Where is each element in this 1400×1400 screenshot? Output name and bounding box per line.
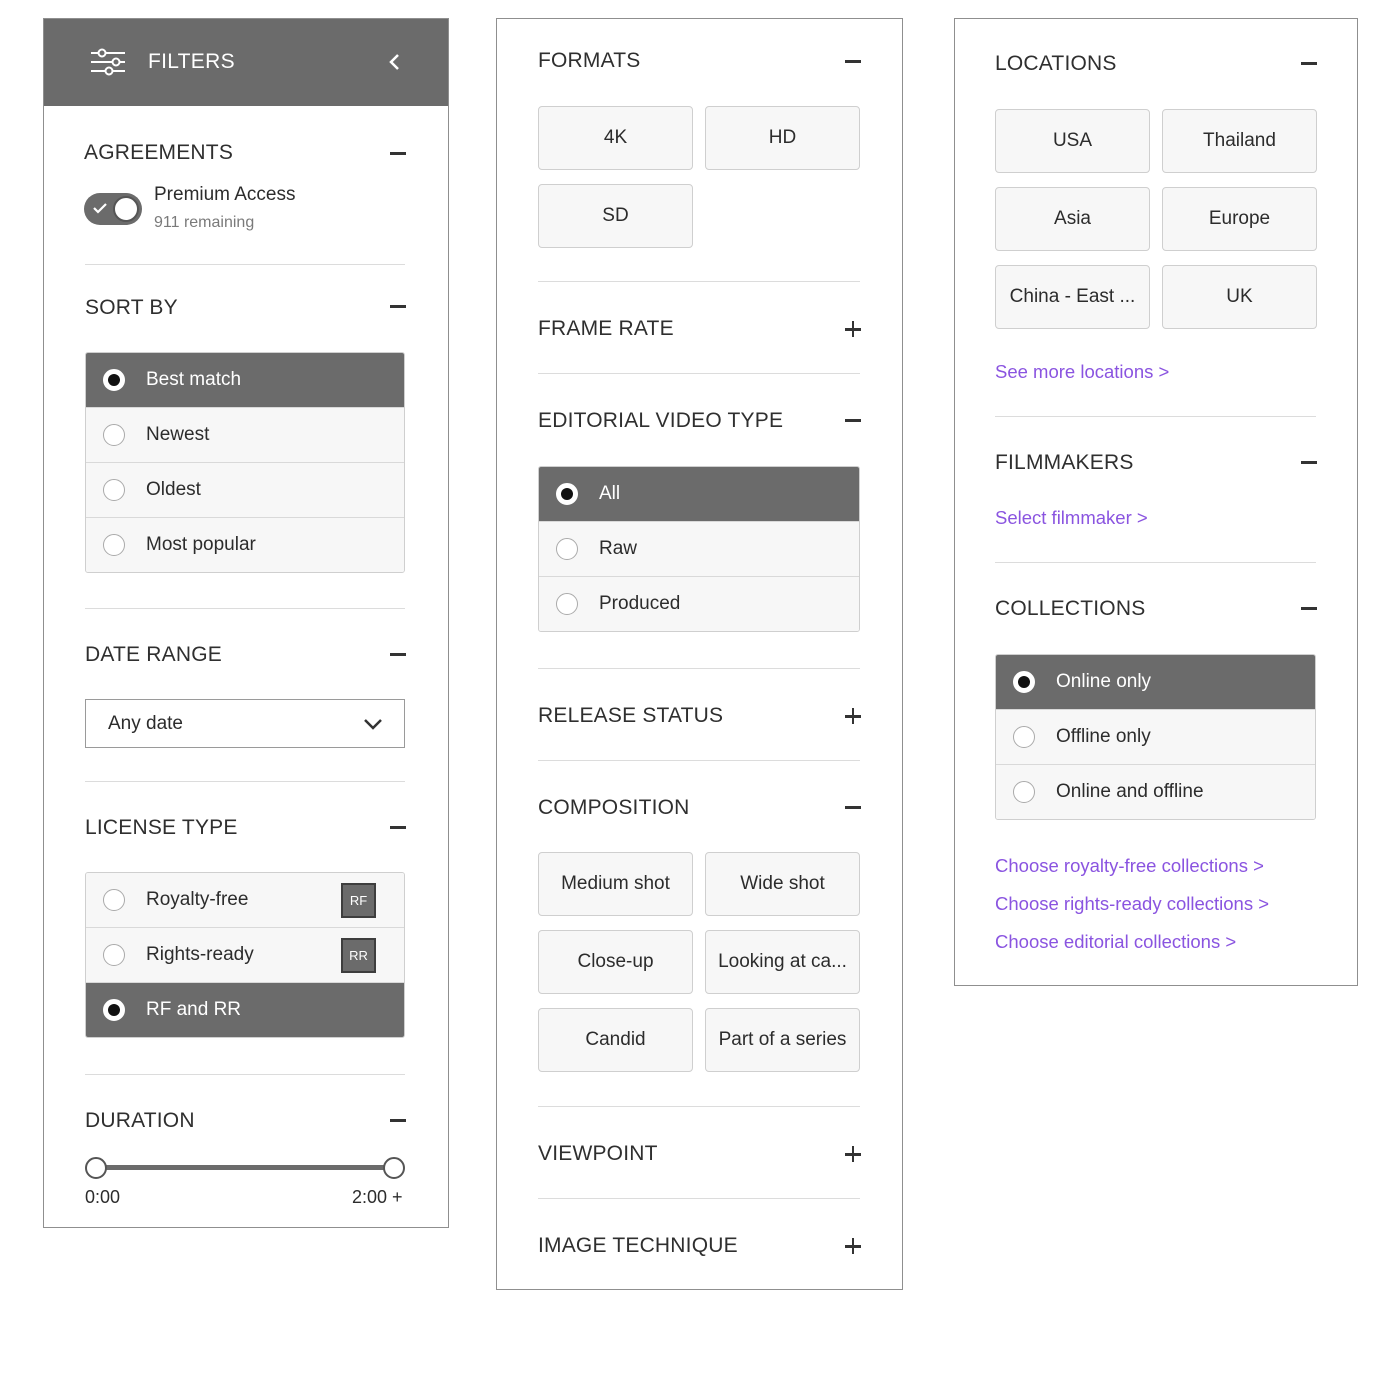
duration-min-handle[interactable] — [85, 1157, 107, 1179]
section-title-formats: FORMATS — [538, 49, 641, 72]
divider — [538, 1198, 860, 1199]
checkmark-icon — [92, 201, 108, 215]
collection-option-label: Online and offline — [1056, 781, 1204, 802]
section-title-release-status: RELEASE STATUS — [538, 704, 724, 727]
rr-badge: RR — [341, 938, 376, 973]
license-option-rights-ready[interactable] — [86, 928, 404, 983]
premium-access-toggle[interactable] — [84, 193, 142, 225]
collapse-duration-button[interactable] — [389, 1111, 407, 1129]
divider — [538, 373, 860, 374]
license-option-label: RF and RR — [146, 999, 242, 1020]
sort-option-label: Most popular — [146, 534, 256, 555]
divider — [538, 281, 860, 282]
video-type-option-label: All — [599, 483, 621, 504]
video-type-option-label: Produced — [599, 593, 681, 614]
radio-button — [556, 483, 578, 505]
collections-radio-group — [995, 654, 1316, 820]
editorial-collections-link[interactable]: Choose editorial collections > — [995, 931, 1237, 952]
select-filmmaker-link[interactable]: Select filmmaker > — [995, 507, 1148, 528]
divider — [85, 264, 405, 265]
radio-button — [1013, 671, 1035, 693]
collapse-locations-button[interactable] — [1300, 54, 1318, 72]
radio-button — [103, 944, 125, 966]
royalty-free-collections-link[interactable]: Choose royalty-free collections > — [995, 855, 1264, 876]
format-chip-sd[interactable]: SD — [538, 184, 693, 248]
filters-panel — [43, 18, 449, 1228]
section-title-agreements: AGREEMENTS — [84, 141, 234, 164]
radio-button — [103, 534, 125, 556]
section-title-collections: COLLECTIONS — [995, 597, 1146, 620]
sort-option-best-match[interactable] — [86, 353, 404, 408]
section-title-composition: COMPOSITION — [538, 796, 690, 819]
section-title-date-range: DATE RANGE — [85, 643, 222, 666]
section-title-viewpoint: VIEWPOINT — [538, 1142, 658, 1165]
filters-header — [44, 19, 448, 106]
divider — [538, 1106, 860, 1107]
radio-button — [103, 424, 125, 446]
video-type-option-produced[interactable] — [539, 577, 859, 632]
format-chip-4k[interactable]: 4K — [538, 106, 693, 170]
toggle-knob — [113, 196, 139, 222]
location-chip-uk[interactable]: UK — [1162, 265, 1317, 329]
license-option-label: Royalty-free — [146, 889, 249, 910]
expand-release-status-button[interactable] — [844, 707, 862, 725]
collapse-formats-button[interactable] — [844, 52, 862, 70]
premium-remaining-text: 911 remaining — [154, 214, 255, 231]
sort-option-newest[interactable] — [86, 408, 404, 463]
sliders-icon — [89, 48, 127, 76]
collection-option-online-only[interactable] — [996, 655, 1315, 710]
location-chip-asia[interactable]: Asia — [995, 187, 1150, 251]
composition-chip-close-up[interactable]: Close-up — [538, 930, 693, 994]
radio-button — [556, 593, 578, 615]
video-type-option-all[interactable] — [539, 467, 859, 522]
section-title-frame-rate: FRAME RATE — [538, 317, 674, 340]
sort-option-oldest[interactable] — [86, 463, 404, 518]
section-title-editorial-video-type: EDITORIAL VIDEO TYPE — [538, 409, 784, 432]
rf-badge: RF — [341, 883, 376, 918]
radio-button — [103, 369, 125, 391]
divider — [538, 760, 860, 761]
premium-access-label: Premium Access — [154, 184, 296, 205]
composition-chip-wide-shot[interactable]: Wide shot — [705, 852, 860, 916]
filters-panel-middle — [496, 18, 903, 1290]
collapse-agreements-button[interactable] — [389, 144, 407, 162]
filters-title: FILTERS — [148, 50, 235, 73]
expand-frame-rate-button[interactable] — [844, 320, 862, 338]
divider — [995, 416, 1316, 417]
video-type-option-raw[interactable] — [539, 522, 859, 577]
section-title-image-technique: IMAGE TECHNIQUE — [538, 1234, 738, 1257]
composition-chip-looking-at-camera[interactable]: Looking at ca... — [705, 930, 860, 994]
collapse-filmmakers-button[interactable] — [1300, 453, 1318, 471]
location-chip-china-east[interactable]: China - East ... — [995, 265, 1150, 329]
radio-button — [103, 479, 125, 501]
filters-panel-right — [954, 18, 1358, 986]
divider — [85, 608, 405, 609]
collection-option-label: Online only — [1056, 671, 1152, 692]
format-chip-hd[interactable]: HD — [705, 106, 860, 170]
divider — [85, 1074, 405, 1075]
composition-chip-part-of-a-series[interactable]: Part of a series — [705, 1008, 860, 1072]
section-title-license-type: LICENSE TYPE — [85, 816, 238, 839]
divider — [538, 668, 860, 669]
collapse-sort-by-button[interactable] — [389, 297, 407, 315]
video-type-option-label: Raw — [599, 538, 638, 559]
section-title-sort-by: SORT BY — [85, 296, 178, 319]
section-title-locations: LOCATIONS — [995, 52, 1117, 75]
license-type-radio-group — [85, 872, 405, 1038]
chevron-left-icon[interactable] — [384, 49, 406, 75]
sort-option-most-popular[interactable] — [86, 518, 404, 573]
collection-option-online-and-offline[interactable] — [996, 765, 1315, 820]
collapse-composition-button[interactable] — [844, 798, 862, 816]
location-chip-usa[interactable]: USA — [995, 109, 1150, 173]
collection-option-offline-only[interactable] — [996, 710, 1315, 765]
editorial-video-type-radio-group — [538, 466, 860, 632]
license-option-label: Rights-ready — [146, 944, 254, 965]
sort-by-radio-group — [85, 352, 405, 573]
sort-option-label: Best match — [146, 369, 242, 390]
collection-option-label: Offline only — [1056, 726, 1151, 747]
radio-button — [103, 889, 125, 911]
duration-min-label: 0:00 — [85, 1187, 121, 1207]
location-chip-europe[interactable]: Europe — [1162, 187, 1317, 251]
duration-max-label: 2:00 + — [352, 1187, 403, 1207]
expand-viewpoint-button[interactable] — [844, 1145, 862, 1163]
rights-ready-collections-link[interactable]: Choose rights-ready collections > — [995, 893, 1270, 914]
radio-button — [556, 538, 578, 560]
divider — [995, 562, 1316, 563]
sort-option-label: Oldest — [146, 479, 201, 500]
divider — [85, 781, 405, 782]
duration-slider-track[interactable] — [96, 1165, 394, 1170]
composition-chip-candid[interactable]: Candid — [538, 1008, 693, 1072]
date-range-value: Any date — [108, 713, 183, 734]
composition-chip-medium-shot[interactable]: Medium shot — [538, 852, 693, 916]
section-title-duration: DURATION — [85, 1109, 195, 1132]
location-chip-thailand[interactable]: Thailand — [1162, 109, 1317, 173]
date-range-select[interactable] — [85, 699, 405, 748]
license-option-royalty-free[interactable] — [86, 873, 404, 928]
section-title-filmmakers: FILMMAKERS — [995, 451, 1134, 474]
expand-image-technique-button[interactable] — [844, 1237, 862, 1255]
collapse-license-type-button[interactable] — [389, 818, 407, 836]
radio-button — [1013, 726, 1035, 748]
license-option-rf-and-rr[interactable] — [86, 983, 404, 1038]
duration-max-handle[interactable] — [383, 1157, 405, 1179]
radio-button — [103, 999, 125, 1021]
collapse-date-range-button[interactable] — [389, 645, 407, 663]
see-more-locations-link[interactable]: See more locations > — [995, 361, 1170, 382]
collapse-editorial-video-type-button[interactable] — [844, 411, 862, 429]
radio-button — [1013, 781, 1035, 803]
chevron-down-icon — [362, 715, 384, 733]
collapse-collections-button[interactable] — [1300, 599, 1318, 617]
sort-option-label: Newest — [146, 424, 210, 445]
